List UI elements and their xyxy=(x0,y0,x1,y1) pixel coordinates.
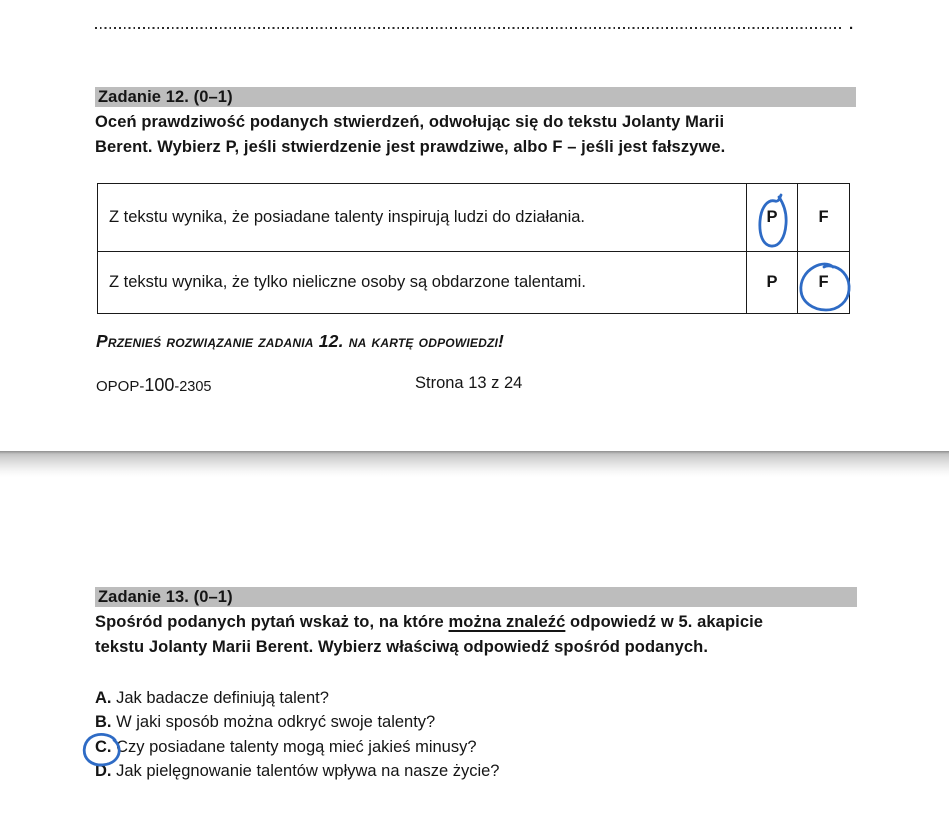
true-false-table xyxy=(97,183,850,314)
option-a[interactable]: A. Jak badacze definiują talent? xyxy=(95,689,329,707)
task13-instruction-line1: Spośród podanych pytań wskaż to, na które można znaleźć odpowiedź w 5. akapicie xyxy=(95,613,764,631)
task12-instruction-line2: Berent. Wybierz P, jeśli stwierdzenie jest prawdziwe, albo F – jeśli jest fałszywe. xyxy=(95,137,726,156)
table-row-1-choice-f[interactable]: F xyxy=(818,207,829,226)
page-number: Strona 13 z 24 xyxy=(415,374,523,392)
underlined-phrase: można znaleźć xyxy=(448,613,566,631)
table-row-2-statement: Z tekstu wynika, że tylko nieliczne osoby są obdarzone talentami. xyxy=(98,251,747,314)
task12-instruction-line1: Oceń prawdziwość podanych stwierdzeń, odwołując się do tekstu Jolanty Marii xyxy=(95,113,725,131)
transfer-answer-note: Przenieś rozwiązanie zadania 12. na kartę odpowiedzi! xyxy=(96,331,505,351)
task12-instruction xyxy=(95,110,725,159)
table-row-1-choice-p[interactable]: P xyxy=(747,184,798,251)
option-b[interactable]: B. W jaki sposób można odkryć swoje talenty? xyxy=(95,713,436,732)
answer-options-list xyxy=(95,686,500,783)
task13-instruction-line2: tekstu Jolanty Marii Berent. Wybierz właściwą odpowiedź spośród podanych. xyxy=(95,638,709,656)
sheet-code xyxy=(96,375,211,396)
task12-header: Zadanie 12. (0–1) xyxy=(95,87,856,107)
table-row-2-choice-p[interactable]: P xyxy=(747,251,798,314)
task13-header: Zadanie 13. (0–1) xyxy=(95,587,857,607)
dotted-line-period: . xyxy=(849,16,854,33)
sheet-code-prefix: OPOP- xyxy=(96,378,145,395)
task13-instruction xyxy=(95,610,763,660)
answer-dotted-line xyxy=(95,27,843,29)
table-row-1-statement: Z tekstu wynika, że posiadane talenty inspirują ludzi do działania. xyxy=(98,184,747,251)
sheet-code-mid: 100 xyxy=(144,375,175,395)
option-d[interactable]: D. Jak pielęgnowanie talentów wpływa na nasze życie? xyxy=(95,761,500,780)
table-row-2-choice-f[interactable]: F xyxy=(798,251,849,314)
page-break-separator xyxy=(0,451,949,477)
option-c[interactable]: C. Czy posiadane talenty mogą mieć jakieś minusy? xyxy=(95,737,477,756)
sheet-code-suffix: -2305 xyxy=(174,379,212,395)
